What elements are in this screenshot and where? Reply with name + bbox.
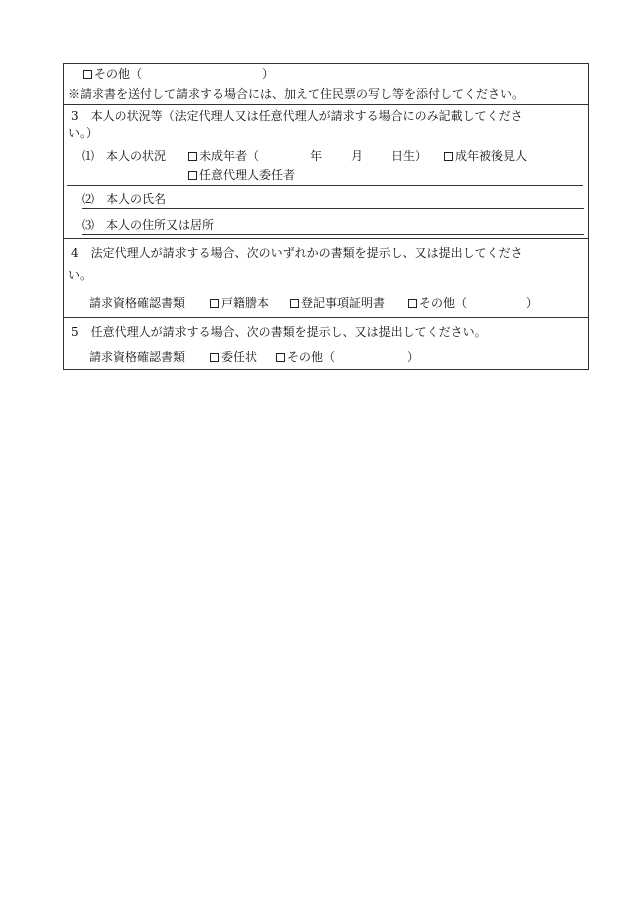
minor-option	[188, 148, 259, 164]
birth-year-label: 年	[310, 149, 323, 163]
mail-request-note: ※請求書を送付して請求する場合には、加えて住民票の写し等を添付してください。	[68, 87, 525, 101]
adult-ward-checkbox[interactable]	[444, 152, 453, 161]
section-5-other-checkbox[interactable]	[276, 353, 285, 362]
section-4-header-line2: い。	[68, 268, 93, 282]
power-of-attorney-option	[210, 349, 257, 365]
section-4-other-label: その他（	[419, 296, 468, 310]
section-4-header-line1: 4 法定代理人が請求する場合、次のいずれかの書類を提示し、又は提出してくださ	[71, 246, 523, 260]
section-5-header: 5 任意代理人が請求する場合、次の書類を提示し、又は提出してください。	[71, 325, 487, 339]
section-3-principal-status	[64, 105, 588, 239]
section-5-other-close: ）	[407, 350, 420, 364]
section-5-other-label: その他（	[287, 350, 336, 364]
birth-month-label: 月	[351, 149, 364, 163]
section-other-and-note	[64, 64, 588, 105]
minor-checkbox[interactable]	[188, 152, 197, 161]
registry-label: 登記事項証明書	[301, 296, 386, 310]
registry-checkbox[interactable]	[290, 299, 299, 308]
power-of-attorney-label: 委任状	[221, 350, 258, 364]
koseki-checkbox[interactable]	[210, 299, 219, 308]
other-close-paren: ）	[262, 67, 275, 81]
request-form-table	[63, 63, 589, 370]
principal-name-label: ⑵ 本人の氏名	[82, 192, 167, 206]
section-4-docs-label: 請求資格確認書類	[89, 296, 186, 310]
power-of-attorney-checkbox[interactable]	[210, 353, 219, 362]
section-4-other-checkbox[interactable]	[408, 299, 417, 308]
principal-address-label: ⑶ 本人の住所又は居所	[82, 218, 215, 232]
other-option	[83, 66, 142, 82]
principal-label: 任意代理人委任者	[199, 168, 296, 182]
birth-day-label: 日生）	[391, 149, 428, 163]
registry-option	[290, 295, 385, 311]
section-3-divider	[67, 185, 583, 186]
section-5-other-option	[276, 349, 335, 365]
principal-checkbox[interactable]	[188, 171, 197, 180]
minor-label: 未成年者（	[199, 149, 260, 163]
adult-ward-label: 成年被後見人	[455, 149, 528, 163]
principal-option	[188, 167, 295, 183]
section-5-voluntary-agent	[64, 318, 588, 369]
section-4-other-option	[408, 295, 467, 311]
principal-address-field[interactable]	[82, 234, 584, 235]
principal-status-label: ⑴ 本人の状況	[82, 149, 167, 163]
principal-name-field[interactable]	[82, 208, 584, 209]
koseki-label: 戸籍謄本	[221, 296, 270, 310]
section-4-other-close: ）	[526, 296, 539, 310]
section-4-legal-representative	[64, 239, 588, 318]
section-5-docs-label: 請求資格確認書類	[89, 350, 186, 364]
section-3-header-line1: 3 本人の状況等（法定代理人又は任意代理人が請求する場合にのみ記載してくださ	[71, 109, 523, 123]
other-checkbox[interactable]	[83, 70, 92, 79]
adult-ward-option	[444, 148, 527, 164]
other-label: その他（	[94, 67, 143, 81]
section-3-header-line2: い。）	[68, 126, 99, 140]
koseki-option	[210, 295, 269, 311]
